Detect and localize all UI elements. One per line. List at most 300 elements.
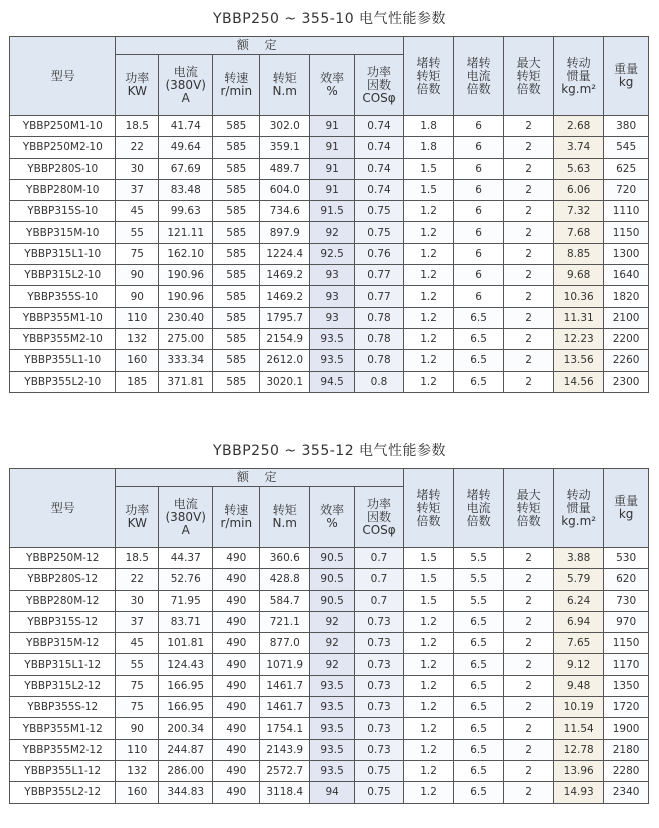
cell-locked-current: 6 <box>454 137 504 158</box>
table-row <box>10 201 649 222</box>
cell-power: 132 <box>116 760 159 781</box>
cell-locked-torque: 1.5 <box>404 179 454 200</box>
cell-torque: 1795.7 <box>260 307 310 328</box>
cell-model: YBBP280M-10 <box>10 179 116 200</box>
header-weight <box>604 37 649 116</box>
cell-locked-torque: 1.2 <box>404 371 454 392</box>
header-power-factor-line: 功率 <box>366 64 391 79</box>
cell-weight: 2180 <box>604 739 649 760</box>
cell-locked-torque: 1.2 <box>404 307 454 328</box>
header-locked-torque <box>404 37 454 116</box>
cell-power: 18.5 <box>116 116 159 137</box>
cell-power: 75 <box>116 697 159 718</box>
cell-model: YBBP315S-12 <box>10 611 116 632</box>
cell-speed: 490 <box>213 718 260 739</box>
cell-weight: 2260 <box>604 350 649 371</box>
cell-model: YBBP355L1-12 <box>10 760 116 781</box>
cell-power-factor: 0.7 <box>354 548 403 569</box>
cell-locked-torque: 1.2 <box>404 697 454 718</box>
cell-locked-current: 5.5 <box>454 590 504 611</box>
cell-locked-torque: 1.2 <box>404 265 454 286</box>
cell-power-factor: 0.75 <box>354 201 403 222</box>
header-current-line: A <box>181 90 190 105</box>
cell-model: YBBP315M-10 <box>10 222 116 243</box>
cell-model: YBBP315L2-12 <box>10 675 116 696</box>
cell-torque: 1754.1 <box>260 718 310 739</box>
header-rated-group: 额 定 <box>116 469 404 487</box>
table-row <box>10 654 649 675</box>
cell-power-factor: 0.78 <box>354 350 403 371</box>
cell-model: YBBP355M1-10 <box>10 307 116 328</box>
cell-speed: 585 <box>213 350 260 371</box>
header-efficiency-line: % <box>326 84 338 98</box>
header-current-line: (380V) <box>165 77 206 92</box>
cell-locked-current: 6.5 <box>454 697 504 718</box>
cell-inertia: 7.68 <box>554 222 604 243</box>
cell-weight: 970 <box>604 611 649 632</box>
cell-efficiency: 90.5 <box>310 548 355 569</box>
header-locked-torque <box>404 469 454 548</box>
cell-power-factor: 0.78 <box>354 328 403 349</box>
cell-inertia: 6.06 <box>554 179 604 200</box>
header-max-torque <box>504 469 554 548</box>
cell-power-factor: 0.77 <box>354 265 403 286</box>
cell-locked-torque: 1.2 <box>404 201 454 222</box>
cell-inertia: 9.48 <box>554 675 604 696</box>
cell-speed: 585 <box>213 179 260 200</box>
header-max-torque <box>504 37 554 116</box>
header-torque-line: 转矩 <box>272 71 297 85</box>
cell-locked-current: 6.5 <box>454 328 504 349</box>
cell-power-factor: 0.75 <box>354 760 403 781</box>
cell-inertia: 3.74 <box>554 137 604 158</box>
cell-model: YBBP250M-12 <box>10 548 116 569</box>
cell-max-torque: 2 <box>504 782 554 803</box>
header-weight-line: kg <box>618 75 634 89</box>
cell-power-factor: 0.7 <box>354 569 403 590</box>
table-row <box>10 116 649 137</box>
header-locked-torque-line: 倍数 <box>416 513 441 528</box>
cell-max-torque: 2 <box>504 654 554 675</box>
cell-max-torque: 2 <box>504 265 554 286</box>
table-row <box>10 548 649 569</box>
cell-power-factor: 0.74 <box>354 158 403 179</box>
cell-weight: 625 <box>604 158 649 179</box>
cell-torque: 897.9 <box>260 222 310 243</box>
cell-max-torque: 2 <box>504 371 554 392</box>
cell-locked-current: 6.5 <box>454 739 504 760</box>
cell-speed: 585 <box>213 158 260 179</box>
header-max-torque-line: 转矩 <box>516 500 541 515</box>
cell-power: 18.5 <box>116 548 159 569</box>
header-power-factor-line: COSφ <box>362 522 396 537</box>
cell-max-torque: 2 <box>504 307 554 328</box>
cell-power: 90 <box>116 718 159 739</box>
header-current <box>159 487 213 548</box>
cell-max-torque: 2 <box>504 675 554 696</box>
header-max-torque-line: 倍数 <box>516 81 541 96</box>
cell-inertia: 6.24 <box>554 590 604 611</box>
cell-speed: 585 <box>213 137 260 158</box>
table-row <box>10 286 649 307</box>
cell-current: 162.10 <box>159 243 213 264</box>
cell-max-torque: 2 <box>504 590 554 611</box>
cell-efficiency: 93.5 <box>310 697 355 718</box>
cell-max-torque: 2 <box>504 137 554 158</box>
cell-max-torque: 2 <box>504 116 554 137</box>
cell-efficiency: 91 <box>310 116 355 137</box>
cell-current: 99.63 <box>159 201 213 222</box>
spec-table-12pole <box>9 468 649 804</box>
cell-inertia: 12.78 <box>554 739 604 760</box>
cell-torque: 1071.9 <box>260 654 310 675</box>
cell-efficiency: 94 <box>310 782 355 803</box>
cell-power-factor: 0.75 <box>354 222 403 243</box>
cell-locked-current: 6.5 <box>454 718 504 739</box>
header-power <box>116 55 159 116</box>
cell-model: YBBP355M2-10 <box>10 328 116 349</box>
cell-locked-torque: 1.2 <box>404 718 454 739</box>
header-weight <box>604 469 649 548</box>
header-efficiency-line: % <box>326 516 338 530</box>
header-speed-line: r/min <box>220 84 253 98</box>
cell-locked-torque: 1.2 <box>404 328 454 349</box>
header-inertia-line: 惯量 <box>566 68 591 83</box>
header-power <box>116 487 159 548</box>
table-row <box>10 675 649 696</box>
cell-power-factor: 0.73 <box>354 739 403 760</box>
cell-inertia: 11.54 <box>554 718 604 739</box>
header-speed <box>213 55 260 116</box>
table-row <box>10 697 649 718</box>
cell-current: 190.96 <box>159 265 213 286</box>
table-row <box>10 179 649 200</box>
cell-model: YBBP355S-10 <box>10 286 116 307</box>
cell-locked-torque: 1.5 <box>404 548 454 569</box>
header-current-line: 电流 <box>173 496 198 511</box>
cell-inertia: 8.85 <box>554 243 604 264</box>
cell-max-torque: 2 <box>504 222 554 243</box>
cell-power: 22 <box>116 569 159 590</box>
cell-locked-torque: 1.2 <box>404 286 454 307</box>
cell-locked-current: 6.5 <box>454 371 504 392</box>
cell-efficiency: 90.5 <box>310 590 355 611</box>
header-locked-current-line: 堵转 <box>466 55 491 70</box>
cell-efficiency: 93.5 <box>310 350 355 371</box>
cell-torque: 1224.4 <box>260 243 310 264</box>
cell-locked-current: 6 <box>454 201 504 222</box>
header-speed-line: r/min <box>220 516 253 530</box>
table-row <box>10 569 649 590</box>
cell-locked-current: 6.5 <box>454 782 504 803</box>
cell-torque: 2572.7 <box>260 760 310 781</box>
cell-max-torque: 2 <box>504 718 554 739</box>
cell-locked-current: 6.5 <box>454 611 504 632</box>
cell-power-factor: 0.73 <box>354 718 403 739</box>
cell-model: YBBP315L1-10 <box>10 243 116 264</box>
cell-locked-current: 6.5 <box>454 307 504 328</box>
cell-weight: 1110 <box>604 201 649 222</box>
cell-locked-torque: 1.2 <box>404 782 454 803</box>
cell-max-torque: 2 <box>504 286 554 307</box>
cell-locked-current: 5.5 <box>454 548 504 569</box>
cell-power: 37 <box>116 179 159 200</box>
cell-locked-torque: 1.2 <box>404 350 454 371</box>
spec-table-10pole <box>9 36 649 393</box>
cell-inertia: 6.94 <box>554 611 604 632</box>
cell-torque: 604.0 <box>260 179 310 200</box>
cell-speed: 585 <box>213 328 260 349</box>
cell-speed: 490 <box>213 654 260 675</box>
cell-efficiency: 92 <box>310 611 355 632</box>
cell-weight: 380 <box>604 116 649 137</box>
cell-speed: 585 <box>213 222 260 243</box>
cell-inertia: 3.88 <box>554 548 604 569</box>
cell-torque: 1461.7 <box>260 697 310 718</box>
cell-efficiency: 93.5 <box>310 675 355 696</box>
header-locked-current-line: 电流 <box>466 68 491 83</box>
cell-power-factor: 0.8 <box>354 371 403 392</box>
cell-current: 67.69 <box>159 158 213 179</box>
cell-model: YBBP355M1-12 <box>10 718 116 739</box>
cell-model: YBBP355S-12 <box>10 697 116 718</box>
table-row <box>10 633 649 654</box>
cell-power-factor: 0.73 <box>354 611 403 632</box>
header-locked-torque-line: 倍数 <box>416 81 441 96</box>
cell-efficiency: 93.5 <box>310 739 355 760</box>
cell-efficiency: 91.5 <box>310 201 355 222</box>
cell-torque: 877.0 <box>260 633 310 654</box>
cell-torque: 584.7 <box>260 590 310 611</box>
cell-model: YBBP315M-12 <box>10 633 116 654</box>
table-row <box>10 328 649 349</box>
cell-current: 52.76 <box>159 569 213 590</box>
header-inertia-line: kg.m² <box>561 81 597 96</box>
cell-power-factor: 0.76 <box>354 243 403 264</box>
header-locked-torque-line: 转矩 <box>416 500 441 515</box>
cell-power-factor: 0.73 <box>354 633 403 654</box>
cell-current: 333.34 <box>159 350 213 371</box>
cell-efficiency: 92 <box>310 222 355 243</box>
cell-inertia: 2.68 <box>554 116 604 137</box>
header-locked-current <box>454 469 504 548</box>
cell-weight: 1720 <box>604 697 649 718</box>
cell-power: 22 <box>116 137 159 158</box>
header-max-torque-line: 倍数 <box>516 513 541 528</box>
header-locked-current-line: 堵转 <box>466 487 491 502</box>
cell-weight: 730 <box>604 590 649 611</box>
header-efficiency <box>310 487 355 548</box>
table-row <box>10 350 649 371</box>
cell-weight: 1300 <box>604 243 649 264</box>
cell-power: 75 <box>116 675 159 696</box>
cell-power: 75 <box>116 243 159 264</box>
cell-model: YBBP280S-12 <box>10 569 116 590</box>
cell-weight: 1350 <box>604 675 649 696</box>
cell-max-torque: 2 <box>504 633 554 654</box>
cell-inertia: 7.32 <box>554 201 604 222</box>
cell-max-torque: 2 <box>504 243 554 264</box>
table-row <box>10 718 649 739</box>
cell-max-torque: 2 <box>504 350 554 371</box>
cell-power: 30 <box>116 590 159 611</box>
cell-current: 371.81 <box>159 371 213 392</box>
cell-model: YBBP355L2-12 <box>10 782 116 803</box>
cell-speed: 490 <box>213 633 260 654</box>
cell-weight: 2300 <box>604 371 649 392</box>
header-efficiency <box>310 55 355 116</box>
cell-locked-current: 6 <box>454 222 504 243</box>
header-locked-torque-line: 转矩 <box>416 68 441 83</box>
header-locked-torque-line: 堵转 <box>416 487 441 502</box>
cell-power-factor: 0.7 <box>354 590 403 611</box>
cell-model: YBBP250M2-10 <box>10 137 116 158</box>
cell-locked-current: 6.5 <box>454 350 504 371</box>
cell-power-factor: 0.73 <box>354 697 403 718</box>
cell-current: 190.96 <box>159 286 213 307</box>
cell-inertia: 12.23 <box>554 328 604 349</box>
header-inertia-line: kg.m² <box>561 513 597 528</box>
header-efficiency-line: 效率 <box>320 503 345 517</box>
header-weight-line: 重量 <box>614 494 639 508</box>
cell-max-torque: 2 <box>504 697 554 718</box>
cell-current: 166.95 <box>159 697 213 718</box>
header-current-line: A <box>181 522 190 537</box>
cell-torque: 1461.7 <box>260 675 310 696</box>
cell-max-torque: 2 <box>504 760 554 781</box>
cell-efficiency: 93.5 <box>310 328 355 349</box>
cell-model: YBBP355L2-10 <box>10 371 116 392</box>
cell-efficiency: 93 <box>310 265 355 286</box>
header-rated-group: 额 定 <box>116 37 404 55</box>
cell-speed: 490 <box>213 675 260 696</box>
header-power-factor-line: 因数 <box>366 77 391 92</box>
cell-torque: 721.1 <box>260 611 310 632</box>
header-power-line: 功率 <box>125 503 150 517</box>
header-inertia-line: 转动 <box>566 55 591 70</box>
cell-weight: 1900 <box>604 718 649 739</box>
cell-efficiency: 90.5 <box>310 569 355 590</box>
header-speed-line: 转速 <box>224 503 249 517</box>
cell-speed: 585 <box>213 307 260 328</box>
cell-weight: 1150 <box>604 222 649 243</box>
cell-power-factor: 0.73 <box>354 654 403 675</box>
cell-locked-torque: 1.5 <box>404 158 454 179</box>
cell-power: 45 <box>116 201 159 222</box>
cell-locked-current: 6.5 <box>454 760 504 781</box>
cell-max-torque: 2 <box>504 739 554 760</box>
header-inertia-line: 转动 <box>566 487 591 502</box>
cell-power: 30 <box>116 158 159 179</box>
header-row <box>10 37 649 55</box>
header-locked-current <box>454 37 504 116</box>
cell-efficiency: 91 <box>310 158 355 179</box>
cell-inertia: 14.56 <box>554 371 604 392</box>
cell-speed: 490 <box>213 611 260 632</box>
header-locked-current-line: 倍数 <box>466 513 491 528</box>
header-current-line: 电流 <box>173 64 198 79</box>
cell-inertia: 11.31 <box>554 307 604 328</box>
header-power-factor <box>354 55 403 116</box>
cell-power: 55 <box>116 654 159 675</box>
cell-locked-torque: 1.2 <box>404 760 454 781</box>
cell-inertia: 10.36 <box>554 286 604 307</box>
cell-torque: 428.8 <box>260 569 310 590</box>
cell-speed: 490 <box>213 739 260 760</box>
cell-inertia: 13.56 <box>554 350 604 371</box>
cell-power: 90 <box>116 265 159 286</box>
cell-current: 101.81 <box>159 633 213 654</box>
cell-locked-torque: 1.2 <box>404 654 454 675</box>
cell-efficiency: 92 <box>310 633 355 654</box>
header-power-line: KW <box>127 516 147 530</box>
table-title-12pole: YBBP250 ~ 355-12 电气性能参数 <box>212 443 447 459</box>
table-row <box>10 611 649 632</box>
cell-power: 185 <box>116 371 159 392</box>
cell-power: 37 <box>116 611 159 632</box>
header-max-torque-line: 转矩 <box>516 68 541 83</box>
cell-model: YBBP280S-10 <box>10 158 116 179</box>
table-row <box>10 307 649 328</box>
cell-current: 166.95 <box>159 675 213 696</box>
cell-model: YBBP315L2-10 <box>10 265 116 286</box>
cell-weight: 720 <box>604 179 649 200</box>
cell-locked-current: 6 <box>454 116 504 137</box>
cell-power: 160 <box>116 782 159 803</box>
header-torque <box>260 487 310 548</box>
cell-inertia: 10.19 <box>554 697 604 718</box>
cell-locked-torque: 1.2 <box>404 611 454 632</box>
table-row <box>10 760 649 781</box>
cell-locked-current: 5.5 <box>454 569 504 590</box>
cell-efficiency: 91 <box>310 137 355 158</box>
cell-speed: 585 <box>213 371 260 392</box>
cell-current: 275.00 <box>159 328 213 349</box>
header-model: 型号 <box>10 37 116 116</box>
cell-torque: 360.6 <box>260 548 310 569</box>
header-speed-line: 转速 <box>224 71 249 85</box>
table-row <box>10 137 649 158</box>
cell-max-torque: 2 <box>504 569 554 590</box>
header-efficiency-line: 效率 <box>320 71 345 85</box>
cell-torque: 1469.2 <box>260 265 310 286</box>
cell-efficiency: 92.5 <box>310 243 355 264</box>
header-locked-torque-line: 堵转 <box>416 55 441 70</box>
header-torque-line: 转矩 <box>272 503 297 517</box>
cell-torque: 2143.9 <box>260 739 310 760</box>
table-row <box>10 265 649 286</box>
cell-current: 71.95 <box>159 590 213 611</box>
cell-locked-current: 6.5 <box>454 654 504 675</box>
cell-locked-current: 6.5 <box>454 633 504 654</box>
cell-weight: 2280 <box>604 760 649 781</box>
cell-current: 121.11 <box>159 222 213 243</box>
table-row <box>10 782 649 803</box>
cell-locked-torque: 1.2 <box>404 243 454 264</box>
cell-torque: 3020.1 <box>260 371 310 392</box>
table-row <box>10 222 649 243</box>
cell-weight: 2340 <box>604 782 649 803</box>
cell-max-torque: 2 <box>504 328 554 349</box>
cell-inertia: 9.68 <box>554 265 604 286</box>
cell-efficiency: 93.5 <box>310 718 355 739</box>
cell-current: 124.43 <box>159 654 213 675</box>
header-row <box>10 469 649 487</box>
cell-torque: 1469.2 <box>260 286 310 307</box>
cell-speed: 585 <box>213 201 260 222</box>
cell-weight: 1820 <box>604 286 649 307</box>
cell-speed: 585 <box>213 265 260 286</box>
